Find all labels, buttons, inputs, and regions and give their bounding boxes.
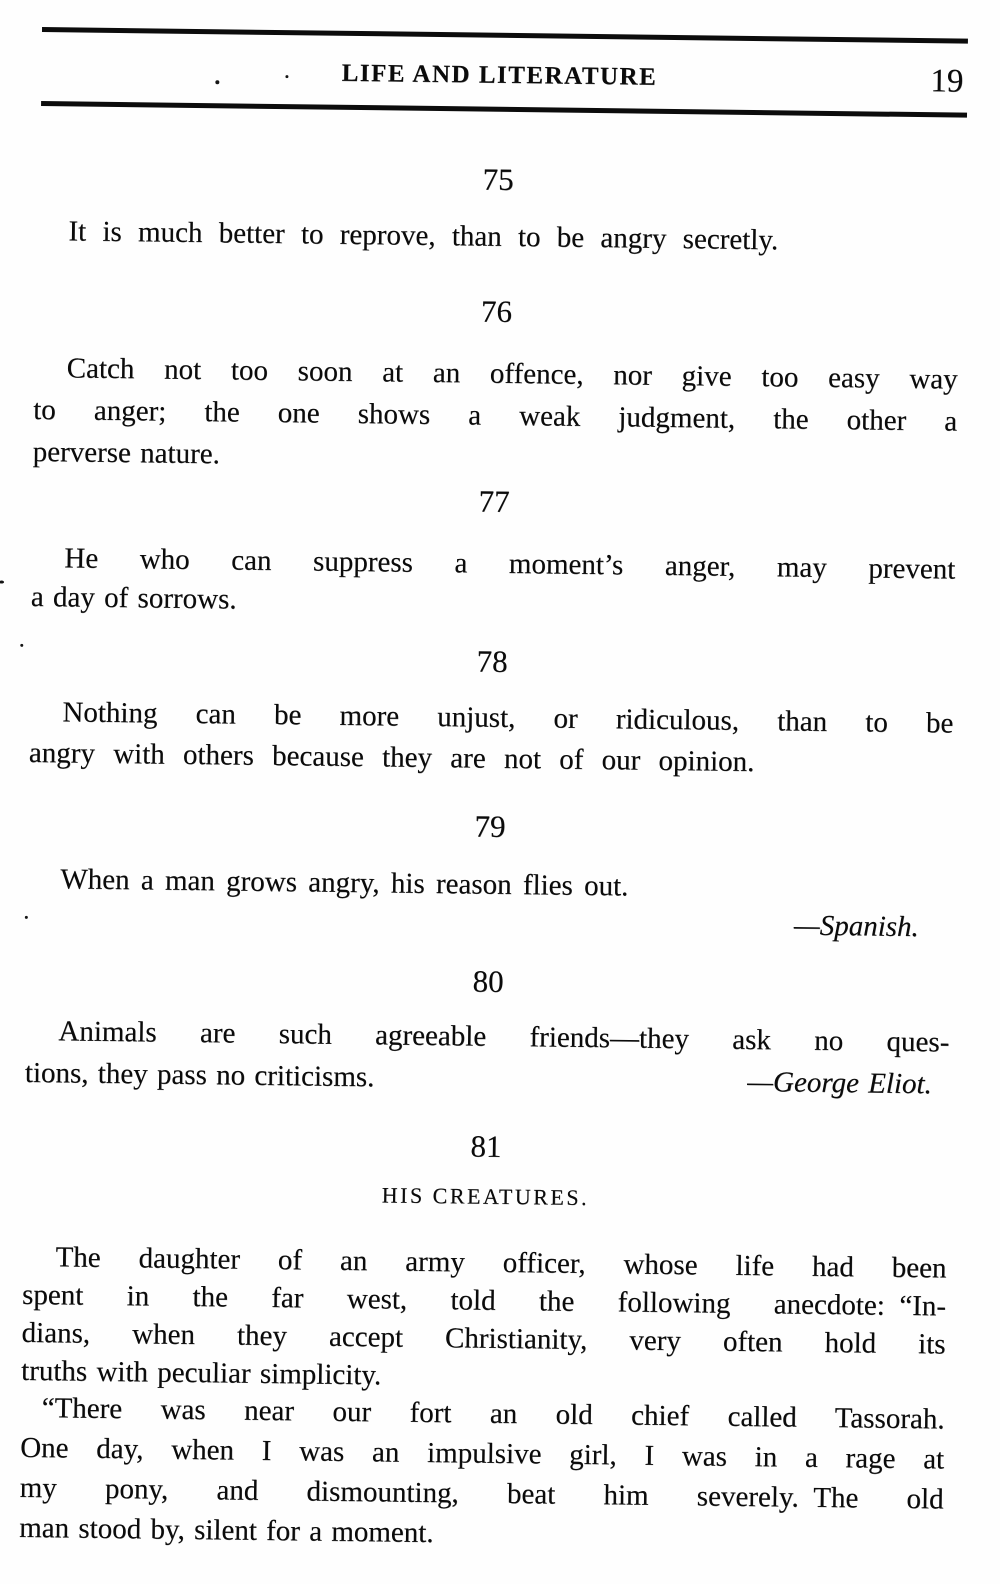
ink-speck (0, 581, 4, 584)
quote-77 (31, 539, 956, 629)
quote-line: to anger; the one shows a weak judgment, the other a (33, 393, 958, 438)
quote-line: angry with others because they are not of our opinion. (28, 736, 755, 779)
running-title: LIFE AND LITERATURE (341, 59, 658, 91)
section-number-81: 81 (470, 1128, 502, 1164)
quote-78 (29, 692, 954, 786)
story-line: One day, when I was an impulsive girl, I was in a rage at (19, 1431, 945, 1476)
header-rule-bottom (41, 101, 967, 118)
story-line: “There was near our fort an old chief called Tassorah. (41, 1392, 945, 1436)
quote-line: a day of sorrows. (30, 580, 237, 616)
story-heading: HIS CREATURES. (381, 1182, 590, 1210)
header-rule-top (42, 27, 968, 44)
quote-line: Catch not too soon at an offence, nor give too easy way (66, 352, 958, 396)
story-line: spent in the far west, told the following anecdote: “In- (21, 1278, 947, 1323)
page-number: 19 (930, 63, 964, 100)
story-line: The daughter of an army officer, whose life had been (55, 1241, 947, 1285)
story-paragraph-1 (21, 1238, 947, 1402)
section-number-79: 79 (474, 808, 506, 844)
story-line: man stood by, silent for a moment. (18, 1511, 434, 1550)
quote-line-text: tions, they pass no criticisms. (24, 1056, 375, 1094)
section-number-76: 76 (480, 293, 513, 329)
attribution-george-eliot: —George Eliot. (747, 1065, 933, 1101)
section-number-75: 75 (482, 161, 514, 197)
story-line: truths with peculiar simplicity. (20, 1354, 382, 1392)
quote-76 (32, 347, 958, 485)
quote-line: Nothing can be more unjust, or ridiculous, than to be (62, 696, 954, 740)
ink-speck (20, 644, 23, 647)
ink-speck (215, 80, 219, 84)
quote-75 (35, 210, 959, 264)
quote-line: perverse nature. (32, 435, 221, 471)
quote-80 (25, 1010, 950, 1106)
story-line: my pony, and dismounting, beat him severely. The old (19, 1471, 944, 1516)
attribution-spanish: —Spanish. (793, 909, 919, 944)
quote-line: It is much better to reprove, than to be angry secretly. (68, 215, 779, 257)
quote-line: When a man grows angry, his reason flies out. (60, 863, 629, 903)
quote-line: Animals are such agreeable friends—they ask no ques- (58, 1015, 950, 1059)
section-number-77: 77 (478, 483, 510, 519)
ink-speck (285, 75, 288, 78)
quote-line: He who can suppress a moment’s anger, may prevent (64, 542, 956, 586)
section-number-80: 80 (472, 963, 504, 999)
story-line: dians, when they accept Christianity, very often hold its (21, 1316, 946, 1361)
story-paragraph-2 (19, 1388, 945, 1560)
section-number-78: 78 (476, 643, 508, 679)
